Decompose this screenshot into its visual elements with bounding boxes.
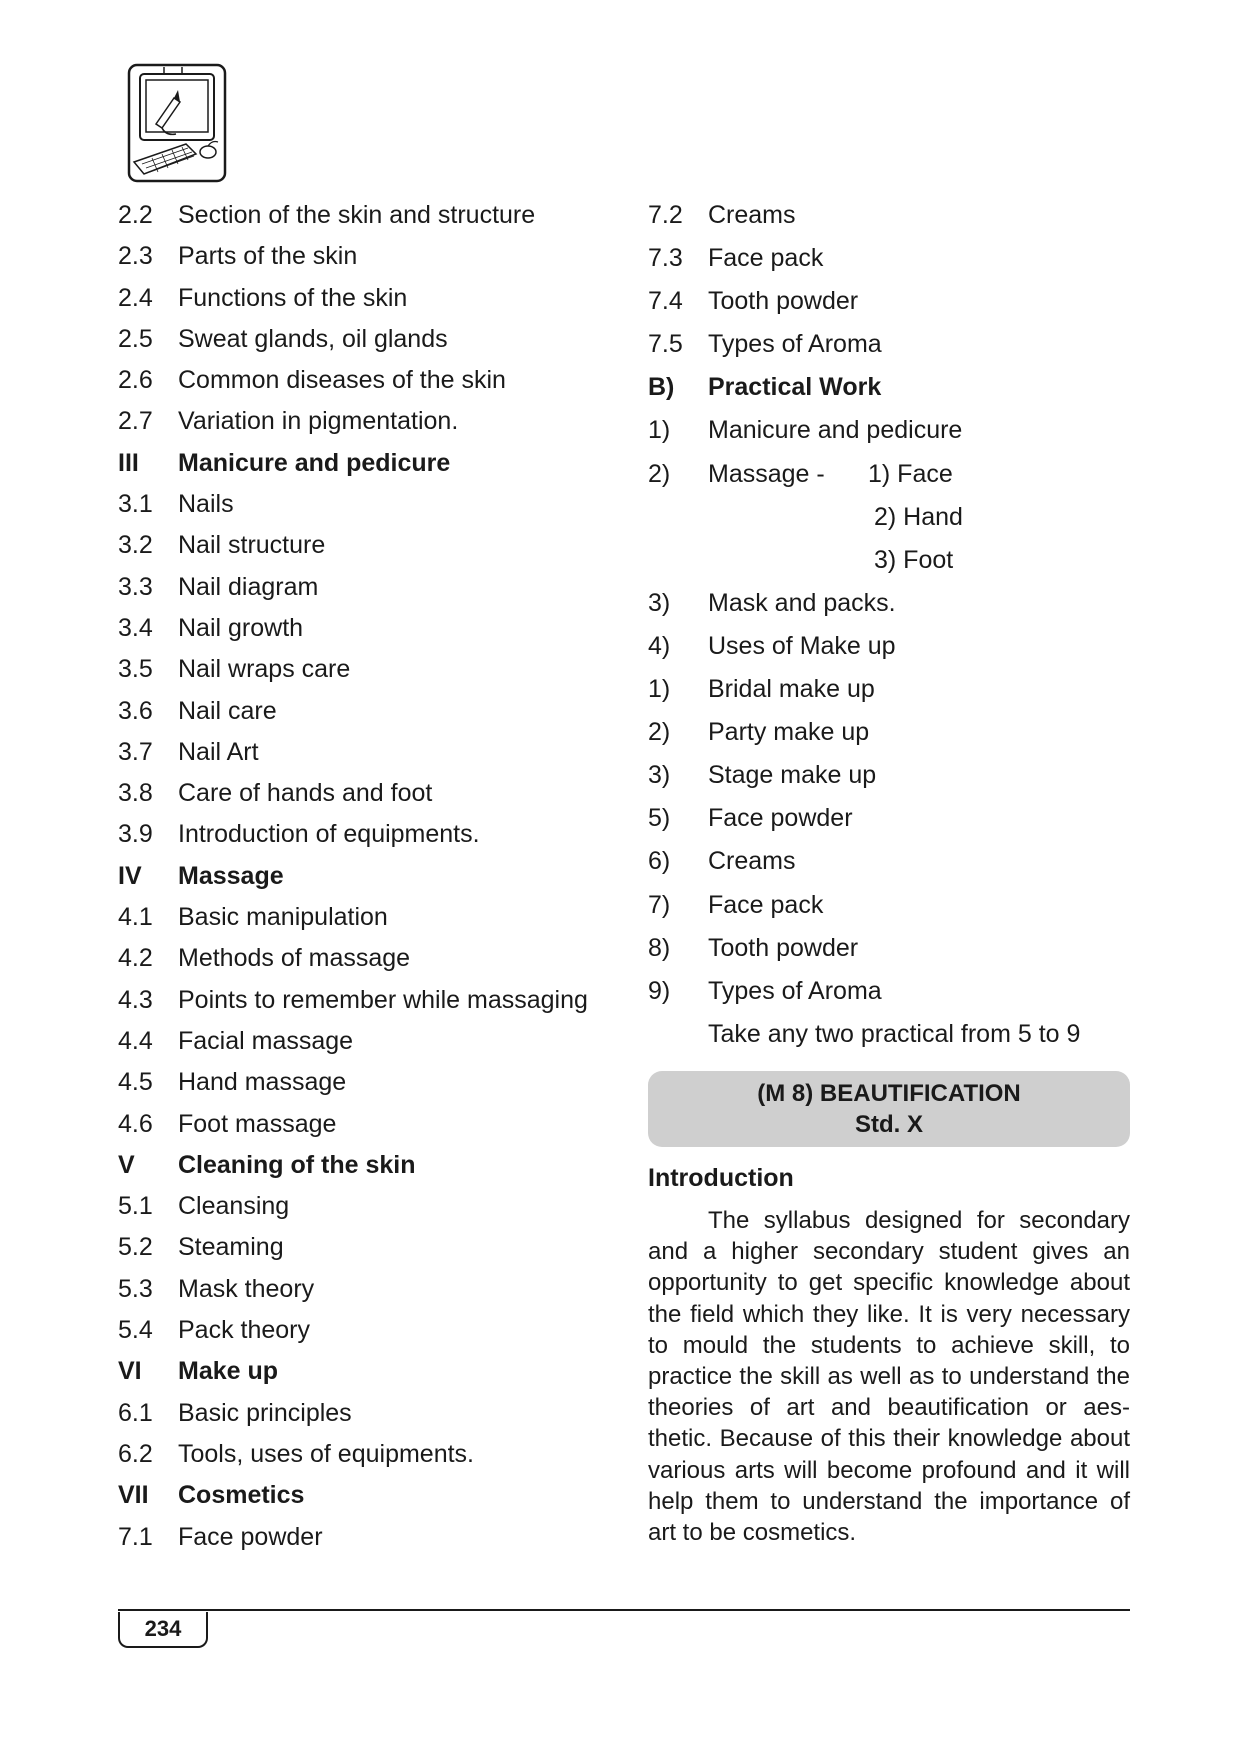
item-text: Pack theory: [178, 1316, 311, 1345]
item-text: Foot massage: [178, 1109, 337, 1138]
item-text: Mask and packs.: [708, 588, 896, 617]
item-text: Cleansing: [178, 1192, 290, 1221]
item-text: Bridal make up: [708, 675, 875, 704]
item-text: Methods of massage: [178, 944, 411, 973]
item-text: Nails: [178, 490, 234, 519]
item-text: Points to remember while massaging: [178, 985, 588, 1014]
list-item: [118, 1356, 618, 1397]
item-number: 4.5: [118, 1068, 153, 1097]
list-item: [648, 631, 1130, 674]
list-item: [648, 329, 1130, 372]
item-text: Nail wraps care: [178, 655, 351, 684]
item-text: Section of the skin and structure: [178, 201, 536, 229]
list-item: [118, 572, 618, 613]
item-subtext: 1) Face: [868, 459, 953, 488]
list-item: [118, 1150, 618, 1191]
item-number: 2): [648, 459, 671, 488]
item-number: 2.7: [118, 407, 153, 436]
item-text-main: Massage -: [708, 459, 825, 488]
item-number: 3.9: [118, 820, 153, 849]
item-text: Creams: [708, 201, 796, 229]
item-number: 7.3: [648, 244, 683, 273]
item-number: 3.1: [118, 490, 153, 519]
item-number: B): [648, 373, 675, 402]
item-text: Tooth powder: [708, 287, 859, 316]
list-item: [648, 933, 1130, 976]
item-number: 3.7: [118, 737, 153, 766]
list-item: [118, 1109, 618, 1150]
footer-rule: [118, 1609, 1130, 1611]
list-item: [648, 286, 1130, 329]
item-text: Nail growth: [178, 613, 304, 642]
item-text: Party make up: [708, 718, 870, 747]
item-text: Tools, uses of equipments.: [178, 1439, 474, 1468]
item-text: Face powder: [178, 1522, 323, 1551]
item-text: Face pack: [708, 244, 824, 273]
list-item: [118, 1274, 618, 1315]
item-number: 6.1: [118, 1398, 153, 1427]
item-number: 5.2: [118, 1233, 153, 1262]
item-number: 1): [648, 416, 671, 445]
list-item: [648, 803, 1130, 846]
item-text: Manicure and pedicure: [178, 448, 451, 477]
item-number: 7.4: [648, 287, 683, 316]
item-text: Parts of the skin: [178, 242, 358, 271]
list-item: [118, 489, 618, 530]
item-text: Types of Aroma: [708, 976, 882, 1005]
item-text: Nail diagram: [178, 572, 319, 601]
item-text: Facial massage: [178, 1026, 354, 1055]
item-number: 4.3: [118, 985, 153, 1014]
item-number: V: [118, 1150, 135, 1179]
list-item: [118, 1480, 618, 1521]
list-item: [118, 1232, 618, 1273]
item-text: Creams: [708, 847, 796, 876]
item-number: 3.6: [118, 696, 153, 725]
item-text: Cleaning of the skin: [178, 1150, 416, 1179]
item-number: 7.5: [648, 330, 683, 359]
item-number: 2.3: [118, 242, 153, 271]
list-item: [118, 200, 618, 241]
list-item: [118, 654, 618, 695]
item-text: Common diseases of the skin: [178, 366, 506, 395]
item-text: Tooth powder: [708, 933, 859, 962]
item-text: Introduction of equipments.: [178, 820, 480, 849]
item-number: 2.6: [118, 366, 153, 395]
list-item: [648, 717, 1130, 760]
list-item: [648, 372, 1130, 415]
item-text: Variation in pigmentation.: [178, 407, 459, 436]
item-number: 3.5: [118, 655, 153, 684]
item-number: 5.1: [118, 1192, 153, 1221]
item-number: VI: [118, 1357, 142, 1386]
list-item: [118, 283, 618, 324]
list-item: [648, 890, 1130, 933]
list-item: [648, 243, 1130, 286]
item-number: 2): [648, 718, 671, 747]
item-text: Basic principles: [178, 1398, 352, 1427]
item-number: 7.2: [648, 201, 683, 229]
list-item: [118, 943, 618, 984]
item-number: 6.2: [118, 1439, 153, 1468]
item-number: 7): [648, 890, 671, 919]
item-text: 3) Foot: [874, 545, 954, 574]
introduction-heading: Introduction: [648, 1164, 794, 1192]
list-item: [118, 819, 618, 860]
list-item: [648, 459, 1130, 502]
item-text: Functions of the skin: [178, 283, 408, 312]
item-number: 7.1: [118, 1522, 153, 1551]
list-item: [648, 588, 1130, 631]
item-number: 9): [648, 976, 671, 1005]
item-number: 5.4: [118, 1316, 153, 1345]
item-number: 1): [648, 675, 671, 704]
item-text: Hand massage: [178, 1068, 347, 1097]
list-item: [648, 545, 1130, 588]
item-text: Nail care: [178, 696, 277, 725]
list-item: [648, 976, 1130, 1019]
item-number: 4): [648, 631, 671, 660]
list-item: [648, 1019, 1130, 1062]
item-number: 4.4: [118, 1026, 153, 1055]
list-item: [118, 1398, 618, 1439]
list-item: [118, 1026, 618, 1067]
item-text: 2) Hand: [874, 502, 963, 531]
item-number: 3.2: [118, 531, 153, 560]
list-item: [118, 737, 618, 778]
item-text: Face powder: [708, 804, 853, 833]
list-item: [118, 902, 618, 943]
item-number: 6): [648, 847, 671, 876]
item-number: 4.6: [118, 1109, 153, 1138]
computer-drawing-icon: [126, 62, 228, 184]
item-number: 2.4: [118, 283, 153, 312]
list-item: [648, 674, 1130, 717]
list-item: [118, 406, 618, 447]
list-item: [118, 1067, 618, 1108]
list-item: [118, 448, 618, 489]
section-banner: [648, 1071, 1130, 1147]
item-text: Practical Work: [708, 373, 882, 402]
item-number: 3): [648, 588, 671, 617]
item-number: 3.4: [118, 613, 153, 642]
item-number: 2.5: [118, 324, 153, 353]
item-text: Mask theory: [178, 1274, 315, 1303]
list-item: [118, 778, 618, 819]
item-number: 5): [648, 804, 671, 833]
item-number: 8): [648, 933, 671, 962]
item-number: 2.2: [118, 201, 153, 229]
list-item: [118, 1522, 618, 1563]
item-text: Manicure and pedicure: [708, 416, 963, 445]
item-text: Types of Aroma: [708, 330, 882, 359]
introduction-body: The syllabus designed for secondary and a higher secondary student gives an opportunity to get specific knowledge about the field which they like. It is very necessary to mould the students to achieve skill, to practice the skill as well as to understand the theories of art and beautification or aes-thetic. Because of this their knowledge about various arts will become profound and it will help them to understand the importance of art to be cosmetics.: [648, 1207, 1130, 1547]
right-syllabus-list: [648, 200, 1130, 1062]
list-item: [648, 846, 1130, 889]
item-number: [648, 1019, 708, 1062]
list-item: [118, 241, 618, 282]
left-syllabus-list: [118, 200, 618, 1563]
item-number: III: [118, 448, 139, 477]
list-item: [118, 324, 618, 365]
item-text: Cosmetics: [178, 1481, 305, 1510]
item-text: Nail Art: [178, 737, 259, 766]
item-number: 3.3: [118, 572, 153, 601]
item-text: Basic manipulation: [178, 903, 388, 932]
item-text: Steaming: [178, 1233, 284, 1262]
list-item: [118, 696, 618, 737]
item-number: 3.8: [118, 779, 153, 808]
list-item: [648, 502, 1130, 545]
item-number: VII: [118, 1481, 149, 1510]
item-text: Massage: [178, 861, 284, 890]
banner-subtitle: Std. X: [854, 1111, 923, 1138]
page-number: 234: [118, 1612, 208, 1648]
item-text: Make up: [178, 1357, 279, 1386]
list-item: [118, 985, 618, 1026]
list-item: [118, 1439, 618, 1480]
list-item: [118, 530, 618, 571]
item-text: [708, 459, 1130, 502]
item-text: Uses of Make up: [708, 631, 896, 660]
list-item: [118, 365, 618, 406]
item-text: Stage make up: [708, 761, 877, 790]
list-item: [118, 613, 618, 654]
list-item: [648, 200, 1130, 243]
list-item: [648, 415, 1130, 458]
item-text: Nail structure: [178, 531, 326, 560]
item-text: Face pack: [708, 890, 824, 919]
list-item: [118, 1315, 618, 1356]
item-text: Care of hands and foot: [178, 779, 433, 808]
item-number: 5.3: [118, 1274, 153, 1303]
item-number: IV: [118, 861, 142, 890]
list-item: [118, 1191, 618, 1232]
item-text: Take any two practical from 5 to 9: [708, 1019, 1081, 1048]
item-text: Sweat glands, oil glands: [178, 324, 448, 353]
item-number: 4.2: [118, 944, 153, 973]
item-number: 3): [648, 761, 671, 790]
banner-title: (M 8) BEAUTIFICATION: [757, 1080, 1021, 1107]
list-item: [118, 861, 618, 902]
item-number: 4.1: [118, 903, 153, 932]
list-item: [648, 760, 1130, 803]
